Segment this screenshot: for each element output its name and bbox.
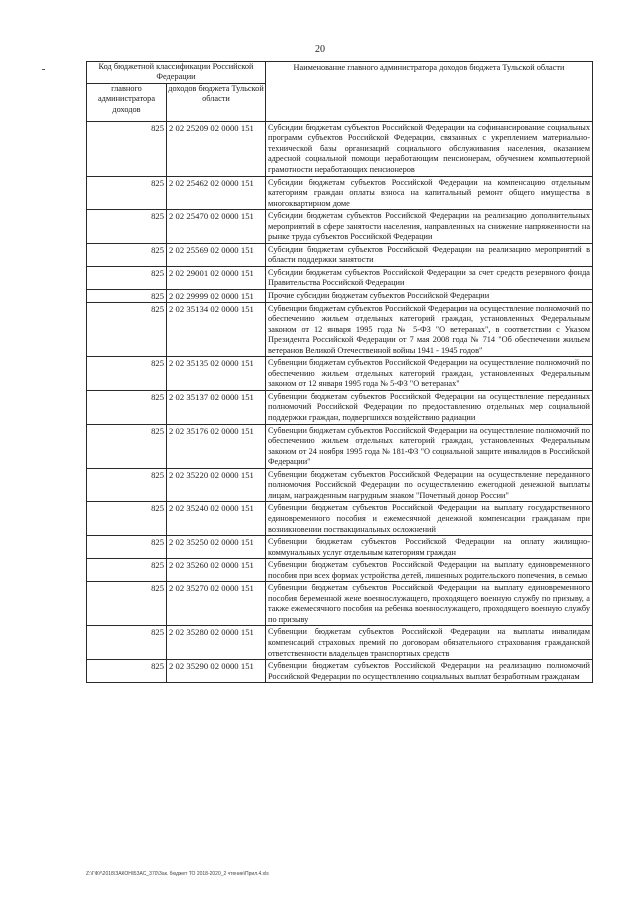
row-income-code: 2 02 35270 02 0000 151 (167, 582, 266, 626)
table-row (87, 210, 593, 244)
row-income-code: 2 02 29001 02 0000 151 (167, 266, 266, 289)
table-row (87, 660, 593, 683)
row-admin-code: 825 (87, 243, 167, 266)
row-income-code: 2 02 35280 02 0000 151 (167, 626, 266, 660)
table-row (87, 176, 593, 210)
row-admin-code: 825 (87, 559, 167, 582)
table-row (87, 243, 593, 266)
header-name: Наименование главного администратора доходов бюджета Тульской области (266, 62, 593, 122)
row-admin-code: 825 (87, 390, 167, 424)
row-admin-code: 825 (87, 424, 167, 468)
row-income-name: Субсидии бюджетам субъектов Российской Федерации на реализацию мероприятий в области поддержки занятости (266, 243, 593, 266)
row-income-name: Субвенции бюджетам субъектов Российской Федерации на выплату единовременного пособия при всех формах устройства детей, лишенных родительского попечения, в семью (266, 559, 593, 582)
row-income-code: 2 02 35290 02 0000 151 (167, 660, 266, 683)
table-row (87, 559, 593, 582)
row-income-code: 2 02 25462 02 0000 151 (167, 176, 266, 210)
table-row (87, 390, 593, 424)
table-row (87, 536, 593, 559)
table-row (87, 582, 593, 626)
footer-file-path: Z:\ГФУ\2018\ЗАКОН\БЗАС_370\Зак. бюджет ТО 2018-2020_2 чтение\Прил.4.xls (86, 871, 269, 877)
row-admin-code: 825 (87, 582, 167, 626)
row-admin-code: 825 (87, 266, 167, 289)
row-income-name: Субвенции бюджетам субъектов Российской Федерации на осуществление переданных полномочий Российской Федерации по предоставлению отдельных мер социальной поддержки граждан, подвергшихся воздействию радиации (266, 390, 593, 424)
table-row (87, 266, 593, 289)
page-number: 20 (315, 44, 325, 55)
row-income-code: 2 02 35260 02 0000 151 (167, 559, 266, 582)
row-income-name: Субвенции бюджетам субъектов Российской Федерации на осуществление полномочий по обеспечению жильем отдельных категорий граждан, установленных Федеральным законом от 12 января 1995 года № 5-ФЗ "О ветеранах" (266, 357, 593, 391)
row-admin-code: 825 (87, 210, 167, 244)
row-admin-code: 825 (87, 536, 167, 559)
row-income-name: Прочие субсидии бюджетам субъектов Российской Федерации (266, 290, 593, 303)
row-income-code: 2 02 35135 02 0000 151 (167, 357, 266, 391)
table-row (87, 468, 593, 502)
table-row (87, 121, 593, 176)
row-admin-code: 825 (87, 302, 167, 357)
row-income-code: 2 02 25470 02 0000 151 (167, 210, 266, 244)
row-income-code: 2 02 29999 02 0000 151 (167, 290, 266, 303)
row-income-name: Субвенции бюджетам субъектов Российской Федерации на выплату государственного единовременного пособия и ежемесячной денежной компенсации гражданам при возникновении поствакцинальных осложнений (266, 502, 593, 536)
margin-mark (42, 69, 45, 70)
row-income-name: Субвенции бюджетам субъектов Российской Федерации на выплату единовременного пособия беременной жене военнослужащего, проходящего военную службу по призыву, а также ежемесячного пособия на ребенка военнослужащего, проходящего военную службу по призыву (266, 582, 593, 626)
row-income-code: 2 02 35220 02 0000 151 (167, 468, 266, 502)
budget-classification-table (86, 61, 593, 683)
row-income-name: Субвенции бюджетам субъектов Российской Федерации на реализацию полномочий Российской Федерации по осуществлению социальных выплат безработным гражданам (266, 660, 593, 683)
table-row (87, 302, 593, 357)
row-income-name: Субвенции бюджетам субъектов Российской Федерации на осуществление переданного полномочия Российской Федерации по осуществлению ежегодной денежной выплаты лицам, награжденным нагрудным знаком "Почетный донор России" (266, 468, 593, 502)
row-income-name: Субвенции бюджетам субъектов Российской Федерации на осуществление полномочий по обеспечению жильем отдельных категорий граждан, установленных Федеральным законом от 24 ноября 1995 года № 181-ФЗ "О социальной защите инвалидов в Российской Федерации" (266, 424, 593, 468)
row-income-code: 2 02 25569 02 0000 151 (167, 243, 266, 266)
row-income-code: 2 02 25209 02 0000 151 (167, 121, 266, 176)
table-row (87, 424, 593, 468)
row-income-name: Субвенции бюджетам субъектов Российской Федерации на выплаты инвалидам компенсаций страховых премий по договорам обязательного страхования гражданской ответственности владельцев транспортных средств (266, 626, 593, 660)
row-admin-code: 825 (87, 626, 167, 660)
table-row (87, 290, 593, 303)
row-income-name: Субсидии бюджетам субъектов Российской Федерации на компенсацию отдельным категориям граждан оплаты взноса на капитальный ремонт общего имущества в многоквартирном доме (266, 176, 593, 210)
row-income-code: 2 02 35137 02 0000 151 (167, 390, 266, 424)
row-income-code: 2 02 35250 02 0000 151 (167, 536, 266, 559)
row-admin-code: 825 (87, 468, 167, 502)
table-row (87, 502, 593, 536)
row-income-code: 2 02 35134 02 0000 151 (167, 302, 266, 357)
row-admin-code: 825 (87, 290, 167, 303)
header-income: доходов бюджета Тульской области (167, 83, 266, 121)
row-admin-code: 825 (87, 176, 167, 210)
row-admin-code: 825 (87, 502, 167, 536)
header-code-group: Код бюджетной классификации Российской Федерации (87, 62, 266, 84)
row-admin-code: 825 (87, 357, 167, 391)
row-income-name: Субвенции бюджетам субъектов Российской Федерации на оплату жилищно-коммунальных услуг отдельным категориям граждан (266, 536, 593, 559)
table-row (87, 357, 593, 391)
row-income-name: Субвенции бюджетам субъектов Российской Федерации на осуществление полномочий по обеспечению жильем отдельных категорий граждан, установленных Федеральным законом от 12 января 1995 года № 5-ФЗ "О ветеранах", в соответствии с Указом Президента Российской Федерации от 7 мая 2008 года № 714 "Об обеспечении жильем ветеранов Великой Отечественной войны 1941 - 1945 годов" (266, 302, 593, 357)
row-income-code: 2 02 35176 02 0000 151 (167, 424, 266, 468)
row-income-name: Субсидии бюджетам субъектов Российской Федерации на софинансирование социальных программ субъектов Российской Федерации, связанных с укреплением материально-технической базы организаций социального обслуживания населения, оказанием адресной социальной помощи неработающим пенсионерам, обучением компьютерной грамотности неработающих пенсионеров (266, 121, 593, 176)
table-row (87, 626, 593, 660)
header-admin: главного администратора доходов (87, 83, 167, 121)
row-admin-code: 825 (87, 121, 167, 176)
row-income-name: Субсидии бюджетам субъектов Российской Федерации на реализацию дополнительных мероприятий в сфере занятости населения, направленных на снижение напряженности на рынке труда субъектов Российской Федерации (266, 210, 593, 244)
row-admin-code: 825 (87, 660, 167, 683)
header-row (87, 62, 593, 84)
row-income-code: 2 02 35240 02 0000 151 (167, 502, 266, 536)
row-income-name: Субсидии бюджетам субъектов Российской Федерации за счет средств резервного фонда Правительства Российской Федерации (266, 266, 593, 289)
